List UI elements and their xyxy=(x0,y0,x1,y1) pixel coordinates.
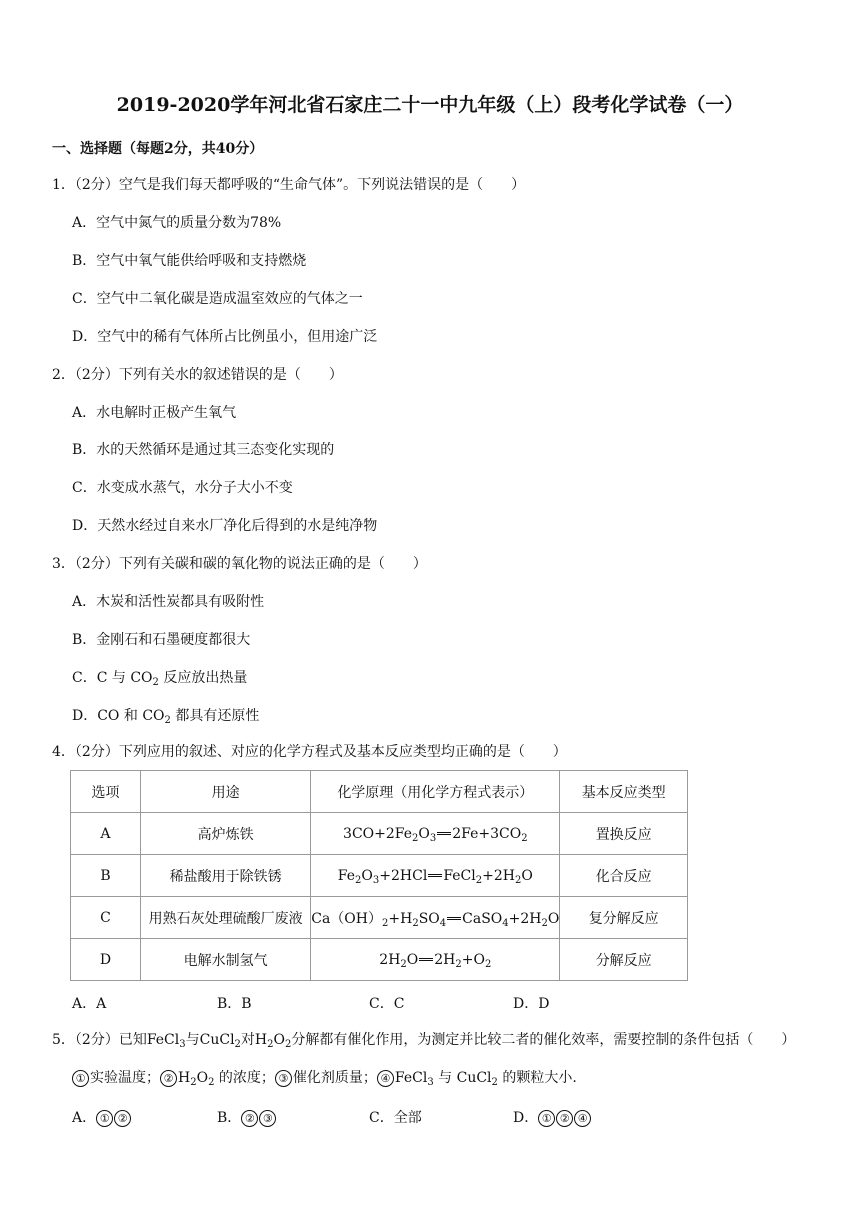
circle-4-icon: ④ xyxy=(377,1070,394,1087)
answer-a: A． ① ② xyxy=(72,1107,132,1127)
row-equation: $2H_2O$ $2H_2+O_2$ xyxy=(311,939,560,981)
header-use: 用途 xyxy=(140,771,310,813)
row-option: C xyxy=(71,897,141,939)
row-type: 置换反应 xyxy=(560,813,688,855)
question-2-option-b: B．水的天然循环是通过其三态变化实现的 xyxy=(72,442,335,458)
row-equation: $3CO+2Fe_2O_3$ $2Fe+3CO_2$ xyxy=(311,813,560,855)
table-row xyxy=(71,855,688,897)
question-1-stem: 1．（2分）空气是我们每天都呼吸的“生命气体”。下列说法错误的是（ ） xyxy=(52,177,526,193)
circle-3-icon: ③ xyxy=(259,1110,276,1127)
table-row xyxy=(71,897,688,939)
question-1-option-a: A．空气中氮气的质量分数为78% xyxy=(72,215,282,231)
answer-a: A．A xyxy=(72,996,107,1012)
question-3-option-a: A．木炭和活性炭都具有吸附性 xyxy=(72,594,265,610)
row-use: 稀盐酸用于除铁锈 xyxy=(140,855,310,897)
row-option: A xyxy=(71,813,141,855)
question-1-option-b: B．空气中氧气能供给呼吸和支持燃烧 xyxy=(72,253,307,269)
answer-c: C．全部 xyxy=(369,1110,422,1126)
question-3-option-b: B．金刚石和石墨硬度都很大 xyxy=(72,632,251,648)
equals-sign xyxy=(428,874,442,877)
answer-b: B．B xyxy=(217,996,252,1012)
row-option: B xyxy=(71,855,141,897)
question-5-stem: 5．（2分）已知FeCl$_3$与CuCl$_2$对$H_2O_2$分解都有催化作用，为测定并比较二者的催化效率，需要控制的条件包括（ ） xyxy=(52,1032,796,1050)
row-use: 电解水制氢气 xyxy=(140,939,310,981)
question-3-option-d: D．CO 和 $CO_2$ 都具有还原性 xyxy=(72,708,260,726)
row-use: 高炉炼铁 xyxy=(140,813,310,855)
circle-2-icon: ② xyxy=(160,1070,177,1087)
circle-1-icon: ① xyxy=(538,1110,555,1127)
question-3-option-c: C．C 与 $CO_2$ 反应放出热量 xyxy=(72,670,248,688)
circle-1-icon: ① xyxy=(72,1070,89,1087)
section-heading: 一、选择题（每题2分，共40分） xyxy=(52,141,264,157)
table-header-row xyxy=(71,771,688,813)
row-option: D xyxy=(71,939,141,981)
question-1-option-c: C．空气中二氧化碳是造成温室效应的气体之一 xyxy=(72,291,363,307)
row-type: 复分解反应 xyxy=(560,897,688,939)
row-equation: $Fe_2O_3+2HCl$ $FeCl_2+2H_2O$ xyxy=(311,855,560,897)
equals-sign xyxy=(419,958,433,961)
question-2-option-d: D．天然水经过自来水厂净化后得到的水是纯净物 xyxy=(72,518,378,534)
question-2-option-a: A．水电解时正极产生氧气 xyxy=(72,405,237,421)
question-3-stem: 3．（2分）下列有关碳和碳的氧化物的说法正确的是（ ） xyxy=(52,556,427,572)
question-4-stem: 4．（2分）下列应用的叙述、对应的化学方程式及基本反应类型均正确的是（ ） xyxy=(52,744,567,760)
question-2-stem: 2．（2分）下列有关水的叙述错误的是（ ） xyxy=(52,367,343,383)
answer-d: D． ① ② ④ xyxy=(513,1107,592,1127)
circle-2-icon: ② xyxy=(556,1110,573,1127)
equals-sign xyxy=(447,917,461,920)
circle-2-icon: ② xyxy=(241,1110,258,1127)
header-reaction-type: 基本反应类型 xyxy=(560,771,688,813)
header-option: 选项 xyxy=(71,771,141,813)
row-use: 用熟石灰处理硫酸厂废液 xyxy=(140,897,310,939)
row-type: 分解反应 xyxy=(560,939,688,981)
equals-sign xyxy=(437,832,451,835)
answer-c: C．C xyxy=(369,996,405,1012)
header-principle: 化学原理（用化学方程式表示） xyxy=(311,771,560,813)
answer-d: D．D xyxy=(513,996,550,1012)
circle-1-icon: ① xyxy=(96,1110,113,1127)
page-title: 2019-2020学年河北省石家庄二十一中九年级（上）段考化学试卷（一） xyxy=(116,94,744,116)
question-5-conditions: ① 实验温度； ② $H_2O_2$ 的浓度； ③ 催化剂质量； ④ FeCl$_3$ 与 CuCl$_2$ 的颗粒大小. xyxy=(72,1069,577,1087)
circle-4-icon: ④ xyxy=(574,1110,591,1127)
table-row xyxy=(71,813,688,855)
question-4-table xyxy=(70,770,688,981)
circle-3-icon: ③ xyxy=(275,1070,292,1087)
question-2-option-c: C．水变成水蒸气，水分子大小不变 xyxy=(72,480,293,496)
answer-b: B． ② ③ xyxy=(217,1107,277,1127)
table-row xyxy=(71,939,688,981)
question-1-option-d: D．空气中的稀有气体所占比例虽小，但用途广泛 xyxy=(72,329,378,345)
row-type: 化合反应 xyxy=(560,855,688,897)
circle-2-icon: ② xyxy=(114,1110,131,1127)
row-equation: $Ca(OH)_2+H_2SO_4$ $CaSO_4+2H_2O$ xyxy=(311,897,560,939)
